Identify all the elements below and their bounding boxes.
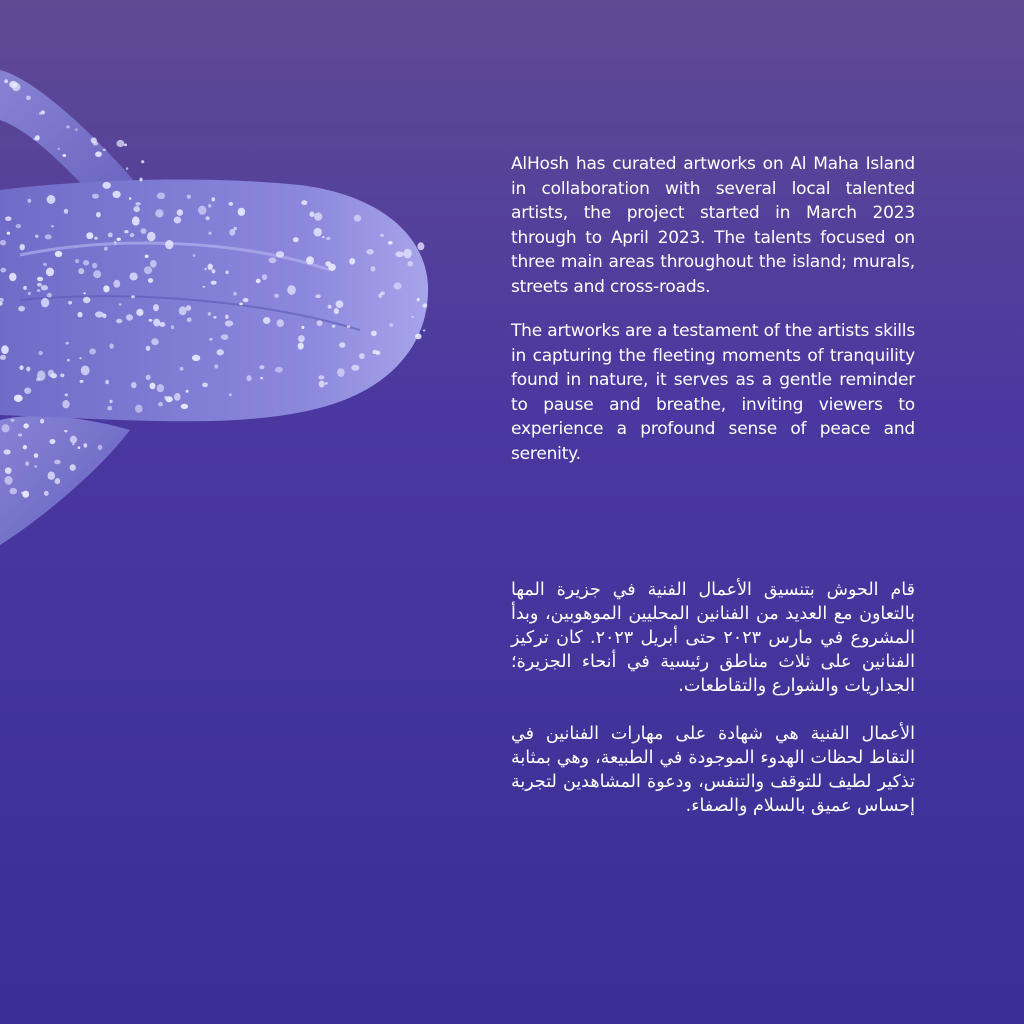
shark-spot xyxy=(116,140,124,147)
arabic-description xyxy=(511,578,915,842)
shark-spot xyxy=(109,344,113,349)
shark-spot xyxy=(25,461,29,466)
shark-spot xyxy=(214,364,218,368)
shark-spot xyxy=(80,380,84,383)
shark-spot xyxy=(48,472,56,480)
shark-spot xyxy=(47,195,56,204)
english-paragraph-2: The artworks are a testament of the artists skills in capturing the fleeting moments of tranquility found in nature, it serves as a gentle reminder to pause and breathe, inviting viewers to experience a profound sense of peace and serenity. xyxy=(511,321,915,464)
shark-spot xyxy=(326,237,330,240)
shark-spot xyxy=(94,237,98,240)
shark-spot xyxy=(260,377,263,379)
shark-spot xyxy=(275,367,283,373)
shark-spot xyxy=(19,365,23,370)
shark-spot xyxy=(34,465,37,468)
shark-spot xyxy=(177,209,183,216)
shark-spot xyxy=(208,204,211,208)
shark-spot xyxy=(229,202,234,206)
shark-spot xyxy=(153,304,159,311)
shark-spot xyxy=(325,382,328,385)
shark-spot xyxy=(2,424,10,432)
shark-spot xyxy=(187,318,192,323)
shark-spot xyxy=(5,467,12,474)
shark-spot xyxy=(63,154,67,157)
shark-spot xyxy=(209,338,212,341)
shark-spot xyxy=(110,400,113,403)
shark-spot xyxy=(229,229,235,236)
shark-spot xyxy=(81,366,90,376)
shark-spot xyxy=(103,149,106,152)
shark-spot xyxy=(70,464,76,471)
shark-spot xyxy=(274,294,279,298)
shark-spot xyxy=(423,330,426,332)
shark-spot xyxy=(83,292,86,294)
shark-spot xyxy=(64,430,67,433)
shark-spot xyxy=(11,419,15,422)
shark-spot xyxy=(18,434,22,437)
shark-spot xyxy=(65,394,68,397)
shark-spot xyxy=(145,255,149,258)
shark-spot xyxy=(113,280,120,288)
shark-spot xyxy=(126,167,128,170)
shark-spot xyxy=(212,197,216,201)
shark-spot xyxy=(1,345,9,354)
shark-spot xyxy=(238,208,246,216)
shark-spot xyxy=(415,334,422,340)
shark-spot xyxy=(314,213,322,221)
shark-spot xyxy=(78,268,84,274)
shark-spot xyxy=(0,240,6,246)
shark-spot xyxy=(371,331,377,337)
shark-spot xyxy=(149,319,153,322)
shark-spot xyxy=(131,382,137,388)
shark-spot xyxy=(202,383,208,388)
shark-spot xyxy=(315,294,320,298)
shark-spot xyxy=(135,202,140,206)
shark-spot xyxy=(395,251,403,257)
shark-body xyxy=(0,180,428,422)
shark-spot xyxy=(9,273,16,281)
shark-spot xyxy=(36,378,41,382)
shark-spot xyxy=(130,233,134,237)
shark-spot xyxy=(347,325,350,328)
shark-spot xyxy=(65,342,69,345)
shark-spot xyxy=(124,230,128,233)
shark-spot xyxy=(147,232,156,242)
shark-spot xyxy=(41,298,49,308)
shark-spot xyxy=(153,319,160,327)
shark-spot xyxy=(203,286,206,288)
shark-spot xyxy=(407,261,413,267)
shark-spot xyxy=(366,249,374,255)
shark-spot xyxy=(72,443,75,445)
shark-spot xyxy=(124,144,127,147)
shark-spot xyxy=(146,375,151,380)
shark-spot xyxy=(10,488,18,494)
shark-spot xyxy=(130,273,138,281)
shark-spot xyxy=(116,319,122,324)
shark-spot xyxy=(298,343,304,350)
shark-spot xyxy=(208,312,211,316)
shark-spot xyxy=(276,251,284,257)
english-paragraph-1: AlHosh has curated artworks on Al Maha Island in collaboration with several local talented artists, the project started in March 2023 through to April 2023. The talents focused on three main areas throughout the island; murals, streets and cross-roads. xyxy=(511,154,915,297)
shark-spot xyxy=(103,285,109,292)
shark-spot xyxy=(22,491,29,498)
shark-spot xyxy=(105,380,109,385)
shark-spot xyxy=(83,297,90,303)
shark-spot xyxy=(394,282,402,289)
whale-shark-illustration xyxy=(0,0,470,560)
shark-spot xyxy=(103,314,107,319)
shark-spot xyxy=(107,406,112,410)
shark-spot xyxy=(67,359,70,362)
shark-spot xyxy=(48,370,54,377)
shark-spot xyxy=(204,268,206,271)
shark-spot xyxy=(318,375,324,379)
shark-spot xyxy=(229,393,232,396)
shark-spot xyxy=(129,197,131,200)
shark-spot xyxy=(98,445,103,450)
shark-spot xyxy=(134,206,140,212)
shark-spot xyxy=(213,316,216,319)
shark-spot xyxy=(7,232,10,235)
shark-spot xyxy=(317,320,323,326)
shark-spot xyxy=(174,393,181,401)
shark-spot xyxy=(37,289,41,292)
shark-spot xyxy=(389,323,393,327)
shark-spot xyxy=(23,445,27,449)
shark-spot xyxy=(75,259,79,263)
shark-spot xyxy=(104,247,108,251)
shark-spot xyxy=(117,238,121,241)
shark-spot xyxy=(28,292,31,295)
shark-spot xyxy=(336,300,344,308)
shark-spot xyxy=(21,492,24,494)
shark-spot xyxy=(78,446,81,449)
shark-spot xyxy=(359,353,365,359)
shark-spot xyxy=(26,96,31,101)
shark-spot xyxy=(411,316,414,318)
shark-spot xyxy=(388,241,393,245)
shark-spot xyxy=(187,195,191,199)
shark-spot xyxy=(308,258,312,261)
shark-spot xyxy=(131,295,135,298)
shark-spot xyxy=(16,224,21,228)
shark-spot xyxy=(39,351,43,355)
shark-spot xyxy=(34,453,39,458)
shark-spot xyxy=(217,349,224,355)
shark-spot xyxy=(68,301,72,305)
shark-spot xyxy=(20,244,25,250)
shark-spot xyxy=(146,346,151,351)
shark-spot xyxy=(328,305,332,309)
shark-spot xyxy=(95,151,102,157)
shark-spot xyxy=(239,303,243,306)
shark-spot xyxy=(51,225,54,227)
shark-spot xyxy=(423,303,428,307)
shark-spot xyxy=(157,193,165,200)
shark-spot xyxy=(212,269,216,273)
shark-spot xyxy=(79,357,81,359)
shark-spot xyxy=(277,319,284,327)
shark-spot xyxy=(148,278,153,283)
shark-spot xyxy=(246,375,251,381)
shark-spot xyxy=(287,285,296,295)
shark-spot xyxy=(221,334,229,340)
shark-spot xyxy=(0,355,6,360)
shark-spot xyxy=(37,277,43,282)
shark-spot xyxy=(259,365,264,369)
shark-spot xyxy=(39,112,42,115)
shark-spot xyxy=(269,257,277,263)
shark-spot xyxy=(155,209,163,217)
shark-spot xyxy=(380,234,384,237)
shark-spot xyxy=(40,419,44,424)
shark-spot xyxy=(93,270,101,278)
shark-spot xyxy=(226,271,229,275)
shark-spot xyxy=(18,306,25,312)
shark-spot xyxy=(351,365,359,371)
shark-spot xyxy=(380,292,385,296)
shark-spot xyxy=(86,232,93,239)
shark-spot xyxy=(4,476,12,485)
shark-spot xyxy=(337,368,345,377)
shark-spot xyxy=(225,315,229,319)
shark-spot xyxy=(54,460,61,465)
shark-spot xyxy=(75,128,77,131)
shark-spot xyxy=(206,216,210,220)
shark-spot xyxy=(141,228,147,234)
shark-spot xyxy=(83,260,89,266)
shark-spot xyxy=(24,388,31,394)
shark-spot xyxy=(49,439,55,444)
shark-spot xyxy=(151,338,159,345)
shark-spot xyxy=(135,405,143,413)
shark-spot xyxy=(95,311,104,317)
shark-spot xyxy=(233,292,237,296)
shark-spot xyxy=(181,404,188,409)
shark-spot xyxy=(83,443,87,447)
shark-spot xyxy=(319,381,325,388)
shark-spot xyxy=(209,232,212,235)
shark-spot xyxy=(144,266,152,274)
shark-spot xyxy=(417,298,420,301)
shark-spot xyxy=(164,396,168,400)
shark-spot xyxy=(103,182,111,189)
shark-spot xyxy=(132,216,140,225)
shark-spot xyxy=(37,283,42,287)
shark-spot xyxy=(26,367,30,372)
shark-spot xyxy=(186,390,189,393)
shark-spot xyxy=(211,281,217,285)
shark-spot xyxy=(114,241,117,244)
shark-spot xyxy=(70,436,77,444)
shark-spot xyxy=(96,212,101,218)
shark-spot xyxy=(55,478,61,484)
shark-spot xyxy=(180,367,184,371)
shark-spot xyxy=(417,242,424,250)
shark-spot xyxy=(33,138,36,141)
shark-spot xyxy=(92,263,97,269)
shark-spot xyxy=(92,194,99,199)
shark-spot xyxy=(293,237,299,242)
shark-spot xyxy=(339,342,345,347)
shark-spot xyxy=(141,160,144,163)
shark-spot xyxy=(4,449,11,454)
shark-spot xyxy=(136,309,143,316)
shark-spot xyxy=(46,268,54,277)
shark-spot xyxy=(263,317,270,324)
shark-spot xyxy=(310,212,315,218)
shark-spot xyxy=(171,325,174,329)
shark-spot xyxy=(256,279,261,284)
shark-spot xyxy=(139,178,142,182)
shark-spot xyxy=(403,249,411,258)
shark-spot xyxy=(371,266,376,271)
shark-spot xyxy=(119,303,122,305)
shark-spot xyxy=(58,148,60,150)
shark-spot xyxy=(47,293,52,298)
shark-spot xyxy=(12,83,21,91)
shark-spot xyxy=(108,233,113,238)
shark-spot xyxy=(44,491,49,496)
shark-spot xyxy=(298,335,305,342)
shark-spot xyxy=(35,235,38,238)
shark-spot xyxy=(165,240,173,249)
shark-spot xyxy=(23,286,27,290)
shark-spot xyxy=(186,305,191,311)
shark-spot xyxy=(89,348,96,354)
shark-spot xyxy=(372,350,377,354)
shark-spot xyxy=(45,234,52,239)
shark-spot xyxy=(91,137,97,143)
shark-spot xyxy=(193,254,196,257)
shark-spot xyxy=(314,228,322,237)
shark-spot xyxy=(5,216,11,221)
shark-spot xyxy=(208,264,213,270)
shark-spot xyxy=(78,312,83,318)
shark-spot xyxy=(158,402,163,406)
arabic-paragraph-1: قام الحوش بتنسيق الأعمال الفنية في جزيرة المها بالتعاون مع العديد من الفنانين المحليين الموهوبين، وبدأ المشروع في مارس ٢٠٢٣ حتى أبريل ٢٠٢٣. كان تركيز الفنانين على ثلاث مناطق رئيسية في أنحاء الجزيرة؛ الجداريات والشوارع والتقاطعات. xyxy=(511,580,915,696)
shark-spot xyxy=(60,374,64,378)
shark-spot xyxy=(225,320,233,326)
shark-spot xyxy=(262,274,267,280)
shark-spot xyxy=(62,400,69,408)
shark-spot xyxy=(14,395,23,402)
shark-spot xyxy=(43,263,47,266)
shark-spot xyxy=(174,217,182,224)
shark-spot xyxy=(41,285,48,290)
shark-spot xyxy=(0,268,6,273)
shark-spot xyxy=(28,199,32,203)
shark-spot xyxy=(4,79,8,83)
shark-spot xyxy=(126,314,133,320)
shark-spot xyxy=(332,325,335,328)
shark-spot xyxy=(243,298,249,302)
english-description xyxy=(511,152,915,486)
shark-spot xyxy=(301,200,307,205)
shark-spot xyxy=(354,215,361,222)
shark-spot xyxy=(23,423,28,428)
shark-spot xyxy=(179,306,187,315)
shark-spot xyxy=(113,191,121,198)
shark-spot xyxy=(192,355,200,361)
arabic-paragraph-2: الأعمال الفنية هي شهادة على مهارات الفنانين في التقاط لحظات الهدوء الموجودة في الطبيعة، وهي بمثابة تذكير لطيف للتوقف والتنفس، ودعوة المشاهدين لتجربة إحساس عميق بالسلام والصفاء. xyxy=(511,724,915,816)
shark-spot xyxy=(150,383,156,390)
shark-spot xyxy=(64,209,68,214)
shark-spot xyxy=(157,384,164,392)
shark-spot xyxy=(198,206,206,215)
shark-spot xyxy=(322,236,325,238)
shark-spot xyxy=(334,308,339,314)
shark-spot xyxy=(301,326,304,329)
shark-spot xyxy=(55,251,62,257)
shark-spot xyxy=(349,258,355,265)
shark-spot xyxy=(66,125,70,128)
shark-spot xyxy=(150,260,157,268)
shark-spot xyxy=(328,264,336,271)
